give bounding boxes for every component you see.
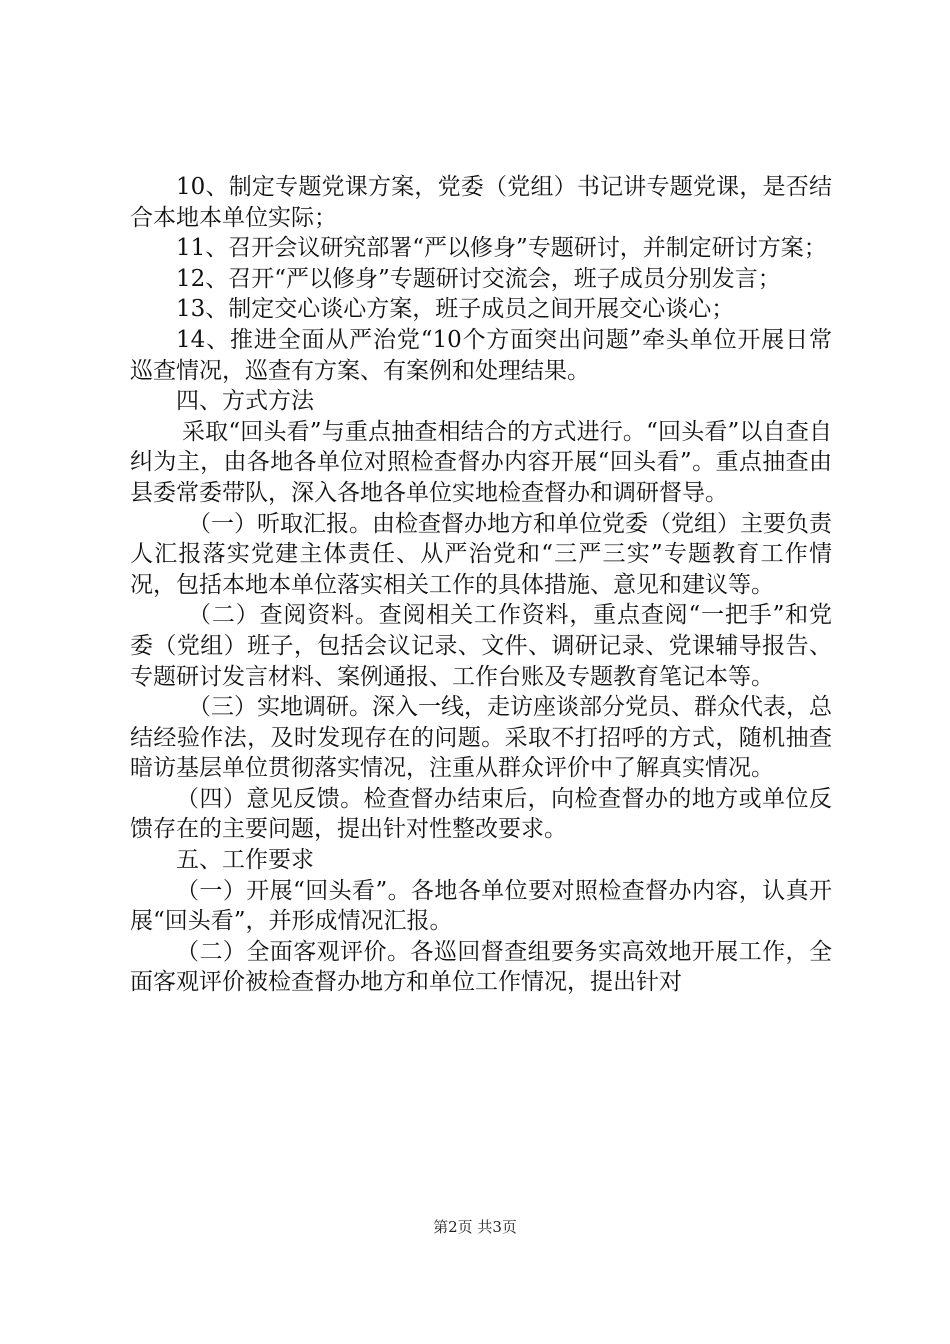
paragraph-method-2: （二）查阅资料。查阅相关工作资料，重点查阅“一把手”和党委（党组）班子，包括会议记录、文件、调研记录、党课辅导报告、专题研讨发言材料、案例通报、工作台账及专题教育笔记本等。 [130, 602, 832, 690]
paragraph-item-11: 11、召开会议研究部署“严以修身”专题研讨，并制定研讨方案； [176, 235, 827, 262]
paragraph-item-12: 12、召开“严以修身”专题研讨交流会，班子成员分别发言； [176, 265, 781, 292]
paragraph-item-13: 13、制定交心谈心方案，班子成员之间开展交心谈心； [176, 296, 735, 323]
paragraph-methods-overview: 采取“回头看”与重点抽查相结合的方式进行。“回头看”以自查自纠为主，由各地各单位对照检查督办内容开展“回头看”。重点抽查由县委常委带队，深入各地各单位实地检查督办和调研督导。 [130, 418, 832, 506]
section-heading-methods: 四、方式方法 [176, 388, 314, 415]
paragraph-method-4: （四）意见反馈。检查督办结束后，向检查督办的地方或单位反馈存在的主要问题，提出针对性整改要求。 [130, 785, 832, 843]
paragraph-method-3: （三）实地调研。深入一线，走访座谈部分党员、群众代表，总结经验作法，及时发现存在的问题。采取不打招呼的方式，随机抽查暗访基层单位贯彻落实情况，注重从群众评价中了解真实情况。 [130, 694, 832, 782]
paragraph-item-10: 10、制定专题党课方案，党委（党组）书记讲专题党课，是否结合本地本单位实际； [130, 174, 832, 231]
document-body [130, 172, 832, 998]
paragraph-requirement-1: （一）开展“回头看”。各地各单位要对照检查督办内容，认真开展“回头看”，并形成情况汇报。 [130, 877, 832, 935]
page-number-label: 第2页 共3页 [433, 1218, 517, 1236]
page-footer [0, 1216, 950, 1237]
paragraph-item-14: 14、推进全面从严治党“10个方面突出问题”牵头单位开展日常巡查情况，巡查有方案、有案例和处理结果。 [130, 326, 832, 384]
paragraph-method-1: （一）听取汇报。由检查督办地方和单位党委（党组）主要负责人汇报落实党建主体责任、从严治党和“三严三实”专题教育工作情况，包括本地本单位落实相关工作的具体措施、意见和建议等。 [130, 510, 832, 598]
section-heading-requirements: 五、工作要求 [176, 847, 314, 874]
paragraph-requirement-2: （二）全面客观评价。各巡回督查组要务实高效地开展工作，全面客观评价被检查督办地方和单位工作情况，提出针对 [130, 938, 832, 996]
